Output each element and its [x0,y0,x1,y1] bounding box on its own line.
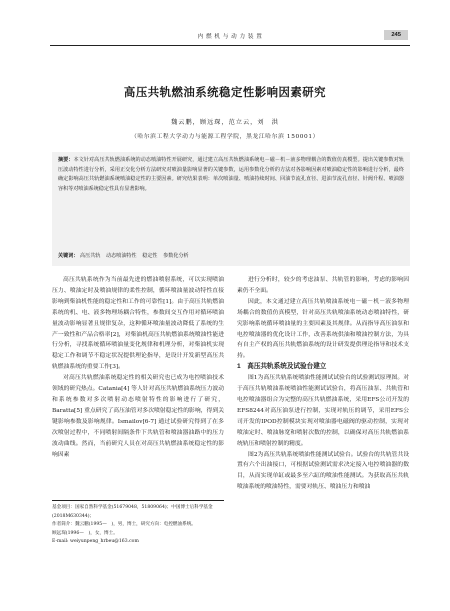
journal-name: 内 燃 机 与 动 力 装 置 [197,34,263,40]
body-paragraph: 图1为高压共轨系统喷油性能测试试验台的试验测试原理图。对于高压共轨喷油系统喷油性能测试试验台，将高压油泵、共轨管和电控喷油器组合为完整的高压共轨燃油系统，采用EFS公司开发的EFS8244对高压油泵进行控制，实现对轨压的调节，采用EFS公司开发的IPOD控制模块实现对喷油器电磁阀的驱动控制，实现对喷油定时、喷油脉宽和喷射次数的控制，以确保对高压共轨燃油系统轨压和喷射控制的精度。 [237,375,409,447]
affiliation: （哈尔滨工程大学动力与能源工程学院，黑龙江哈尔滨 150001） [130,134,320,140]
abstract-text: 本文针对高压共轨燃油系统的动态喷油特性开展研究，通过建立高压共轨燃油系统电－磁－机－液多物理耦合的数值仿真模型。提出关键参数对轨压波动特性进行分析，采用正交化分析方法研究对喷油量影响显著的关键参数，运用参数化分析的方法对各影响因素对喷油稳定性的影响进行分析，最终确定影响高压共轨燃油系统喷油稳定性的主要因素。研究结果表明：单次喷油量、喷油持续时间、回油节流孔直径、进油节流孔直径、针阀升程、喷油器容积等对喷油系统稳定性具有显著影响。 [58,157,404,192]
keyword: 稳定性 [142,253,158,259]
author-list: 魏云鹏，顾远琛，范立云，刘 洪 [171,119,279,126]
funding-note: 基金项目：国家自然科学基金(51679048，51809064)；中国博士后科学基金(2018M630344)； [52,505,213,519]
email: E-mail: weiyunpeng_hrbeu@163.com [52,539,139,545]
body-paragraph: 高压共轨系统作为当前最先进的燃油喷射系统，可以实现喷油压力、喷油定时及喷油规律的柔性控制，循环喷油量波动特性直接影响到柴油机性能的稳定性和工作的可靠性[1]。由于高压共轨燃油系统的机、电、液多物理场耦合特性，参数间交互作用对循环喷油量波动影响显著且规律复杂，这种循环喷油量波动降低了系统的生产一致性和产品合格率[2]，对柴油机高压共轨燃油系统喷油性能进行分析，寻找系统循环喷油量变化规律和机理分析，对柴油机实现稳定工作和调节不稳定状况提供理论指导，是设计开发新型高压共轨燃油系统的重要工作[3]。 [52,277,224,371]
body-column-left [52,275,224,460]
keywords [58,252,404,261]
keyword: 动态喷油特性 [106,253,137,259]
footnote-divider [52,500,224,501]
keyword: 参数化分析 [163,253,189,259]
body-paragraph: 进行分析时，较少的考虑油泵、共轨管的影响，考虑的影响因素仍不全面。 [237,277,409,294]
section-heading: 1 高压共轨系统及试验台建立 [237,363,327,371]
abstract-label: 摘要： [58,157,74,163]
body-paragraph: 对高压共轨燃油系统稳定性的相关研究也已成为电控喷油技术领域的研究热点。Catania[4] 等人针对高压共轨燃油系统压力波动和系统参数对多次喷射动态喷射特性的影响进行了研究，Baratta[5] 重点研究了高压油管对多次喷射稳定性的影响，得到关键影响参数及影响规律。Ismailov[6-7] 通过试验研究得到了在多次喷射过程中，不同喷射间隔条件下共轨管和喷油器油路中的压力波动曲线。然而，当前研究人员在对高压共轨燃油系统稳定性的影响因素 [52,375,224,458]
keyword: 高压共轨 [80,253,101,259]
footnotes [52,504,224,547]
body-paragraph: 因此，本文通过建立高压共轨喷油系统电－磁－机－液多物理场耦合的数值仿真模型，针对高压共轨喷油系统动态喷油特性，研究影响系统循环喷油量的主要因素及其规律。从而指导高压油泵和电控喷油器的优化设计工作，改善系统供油和喷油控制方法，为具有自主产权的高压共轨燃油系统的设计研发提供理论指导和技术支持。 [237,298,409,360]
page-number: 245 [384,30,408,40]
coauthor-bio: 顾远琛(1996— )，女，博士。 [52,530,118,536]
body-paragraph: 图2为高压共轨系统喷油性能测试试验台。试验台的共轨管共设置有六个出油接口，可根据试验测试需求决定接入电控喷油器的数目，从而实现单缸或最多至六缸的喷油性能测试。为获取高压共轨喷油系统的喷油特性，需要对轨压、喷油压力和喷油 [237,451,409,491]
keywords-label: 关键词： [58,253,79,259]
paper-title: 高压共轨燃油系统稳定性影响因素研究 [123,87,327,99]
author-bio: 作者简介：魏云鹏(1995— )，男，博士，研究方向：电控燃油系统。 [52,522,196,528]
abstract [58,156,404,194]
body-column-right [237,275,409,493]
running-header [50,31,410,46]
